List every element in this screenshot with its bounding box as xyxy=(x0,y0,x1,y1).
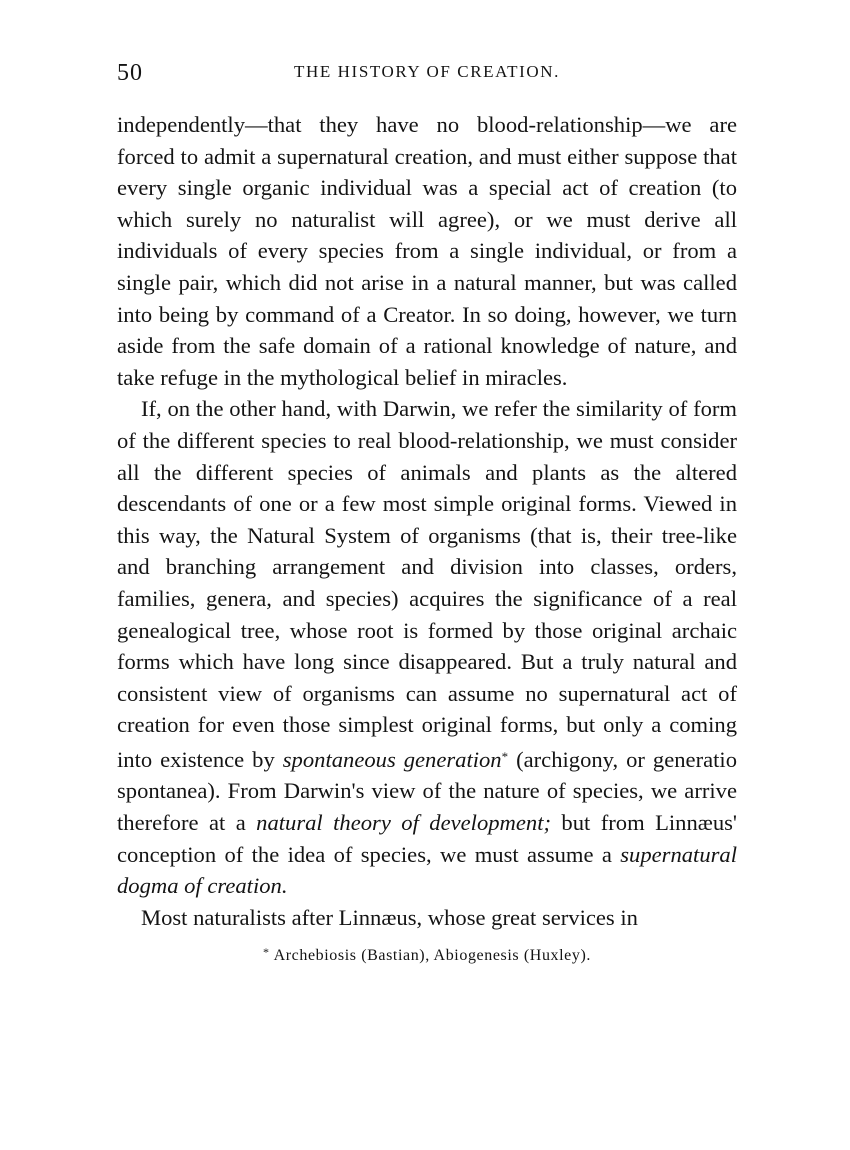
paragraph-1 xyxy=(117,109,737,393)
text-run: but from Linnæus' conception of the idea of species, we must assume a xyxy=(117,810,737,867)
text-run: If, on the other hand, with Darwin, we refer the similarity of form of the different species to real blood-relationship, we must consider all the different species of animals and plants as the altered descendants of one or a few most simple original forms. Viewed in this way, the Natural System of organisms (that is, their tree-like and branching arrangement and division into classes, orders, families, genera, and species) acquires the significance of a real genealogical tree, whose root is formed by those original archaic forms which have long since disappeared. But a truly natural and consistent view of organisms can assume no supernatural act of creation for even those simplest original forms, but only a coming into existence by xyxy=(117,396,737,772)
paragraph-2 xyxy=(117,393,737,902)
footnote-mark: * xyxy=(262,945,270,960)
text-run: Most naturalists after Linnæus, whose great services in xyxy=(141,904,638,930)
footnote-reference: * xyxy=(501,748,509,764)
running-head xyxy=(117,58,737,92)
paragraph-3 xyxy=(117,902,737,934)
book-page xyxy=(117,58,737,965)
footnote xyxy=(117,945,737,965)
page-number: 50 xyxy=(117,60,143,86)
footnote-text: Archebiosis (Bastian), Abiogenesis (Huxley). xyxy=(273,947,592,965)
text-run: independently—that they have no blood-relationship—we are forced to admit a supernatural creation, and must either suppose that every single organic individual was a special act of creation (to which surely no naturalist will agree), or we must derive all individuals of every species from a single individual, or from a single pair, which did not arise in a natural manner, but was called into being by command of a Creator. In so doing, however, we turn aside from the safe domain of a rational knowledge of nature, and take refuge in the mythological belief in miracles. xyxy=(117,112,737,390)
body-text xyxy=(117,109,737,933)
running-title: THE HISTORY OF CREATION. xyxy=(293,62,561,81)
italic-run: supernatural dogma of creation. xyxy=(117,841,737,899)
italic-run: spontaneous generation xyxy=(282,746,502,772)
text-run: (archigony, or generatio spontanea). From Darwin's view of the nature of species, we arrive therefore at a xyxy=(117,746,737,836)
italic-run: natural theory of development; xyxy=(256,810,551,836)
